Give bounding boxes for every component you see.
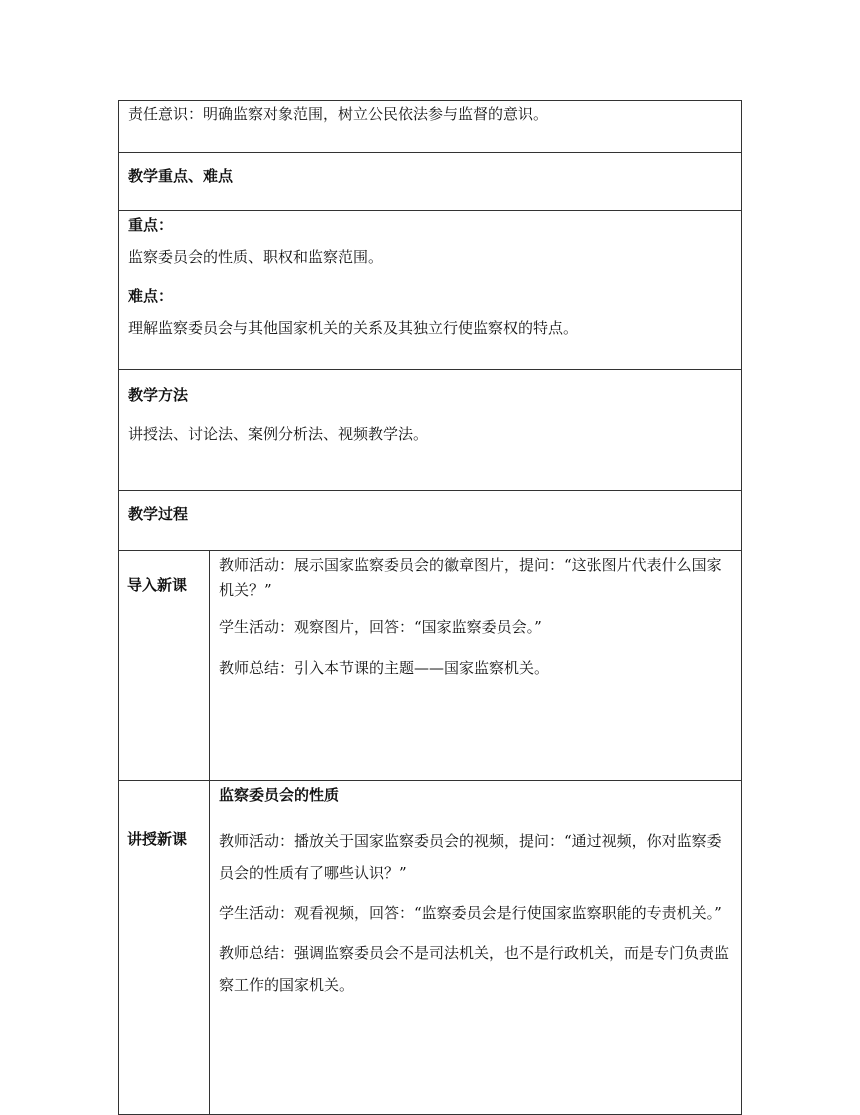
lesson-plan-table: [118, 100, 742, 1115]
intro-teacher-activity: 教师活动：展示国家监察委员会的徽章图片，提问：“这张图片代表什么国家机关？”: [219, 556, 722, 599]
key-point-text: 监察委员会的性质、职权和监察范围。: [128, 248, 384, 266]
process-heading-row: [119, 491, 742, 551]
process-heading: 教学过程: [128, 505, 189, 523]
intro-teacher-summary: 教师总结：引入本节课的主题——国家监察机关。: [219, 659, 550, 677]
lecture-label: 讲授新课: [127, 830, 188, 848]
intro-student-activity: 学生活动：观察图片，回答：“国家监察委员会。”: [219, 618, 542, 636]
difficult-point-text: 理解监察委员会与其他国家机关的关系及其独立行使监察权的特点。: [128, 319, 579, 337]
methods-text: 讲授法、讨论法、案例分析法、视频教学法。: [128, 425, 429, 443]
intro-label: 导入新课: [127, 576, 188, 594]
lecture-teacher-summary: 教师总结：强调监察委员会不是司法机关，也不是行政机关，而是专门负责监察工作的国家机关。: [219, 944, 730, 994]
methods-row: [119, 370, 742, 491]
responsibility-row: [119, 101, 742, 153]
focus-heading-row: [119, 153, 742, 211]
lecture-subtitle: 监察委员会的性质: [219, 786, 340, 804]
focus-content-row: [119, 211, 742, 370]
lecture-student-activity: 学生活动：观看视频，回答：“监察委员会是行使国家监察职能的专责机关。”: [219, 904, 722, 922]
key-point-label: 重点：: [128, 216, 174, 234]
difficult-point-label: 难点：: [128, 287, 174, 305]
methods-heading: 教学方法: [128, 386, 189, 404]
focus-heading: 教学重点、难点: [128, 167, 234, 185]
responsibility-text: 责任意识：明确监察对象范围，树立公民依法参与监督的意识。: [128, 105, 549, 123]
lecture-teacher-activity: 教师活动：播放关于国家监察委员会的视频，提问：“通过视频，你对监察委员会的性质有了哪些认识？”: [219, 832, 722, 882]
intro-row: [119, 551, 742, 781]
lecture-row: [119, 781, 742, 1115]
